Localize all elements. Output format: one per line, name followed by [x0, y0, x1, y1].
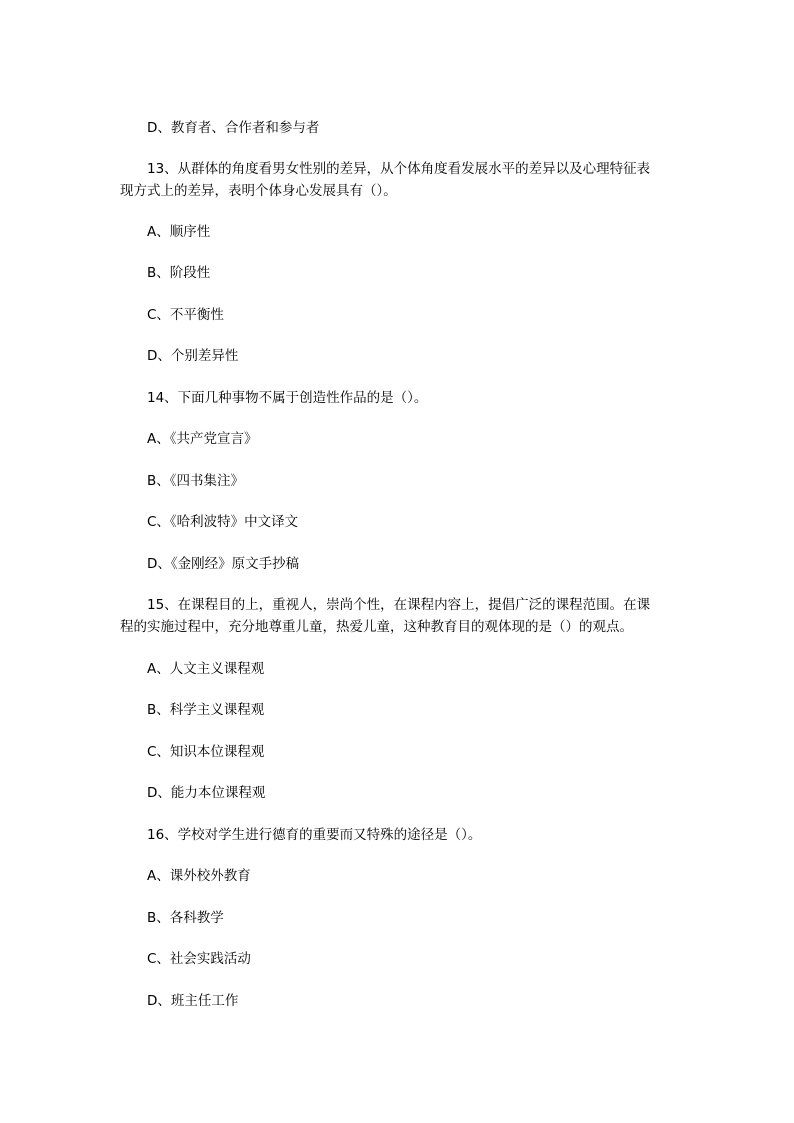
question-16-line-1: 16、学校对学生进行德育的重要而又特殊的途径是（）。 — [147, 827, 482, 843]
option-15-c: C、知识本位课程观 — [147, 744, 265, 760]
question-15-line-2: 程的实施过程中，充分地尊重儿童，热爱儿童，这种教育目的观体现的是（）的观点。 — [120, 619, 633, 635]
option-14-c: C、《哈利波特》中文译文 — [147, 514, 299, 530]
option-16-a: A、课外校外教育 — [147, 868, 251, 884]
option-12-d: D、教育者、合作者和参与者 — [147, 120, 320, 136]
option-14-a: A、《共产党宣言》 — [147, 431, 258, 447]
option-14-b: B、《四书集注》 — [147, 473, 245, 489]
option-14-d: D、《金刚经》原文手抄稿 — [147, 556, 300, 572]
option-13-d: D、个别差异性 — [147, 348, 239, 364]
option-15-d: D、能力本位课程观 — [147, 785, 266, 801]
question-14-line-1: 14、下面几种事物不属于创造性作品的是（）。 — [147, 390, 428, 406]
option-16-b: B、各科教学 — [147, 910, 224, 926]
option-16-c: C、社会实践活动 — [147, 951, 251, 967]
option-13-a: A、顺序性 — [147, 224, 211, 240]
question-15-line-1: 15、在课程目的上，重视人，崇尚个性，在课程内容上，提倡广泛的课程范围。在课 — [147, 597, 651, 613]
option-16-d: D、班主任工作 — [147, 993, 239, 1009]
question-13-line-1: 13、从群体的角度看男女性别的差异，从个体角度看发展水平的差异以及心理特征表 — [147, 161, 651, 177]
option-15-b: B、科学主义课程观 — [147, 702, 265, 718]
question-13-line-2: 现方式上的差异，表明个体身心发展具有（）。 — [120, 183, 397, 199]
option-15-a: A、人文主义课程观 — [147, 661, 265, 677]
option-13-b: B、阶段性 — [147, 265, 211, 281]
option-13-c: C、不平衡性 — [147, 307, 224, 323]
